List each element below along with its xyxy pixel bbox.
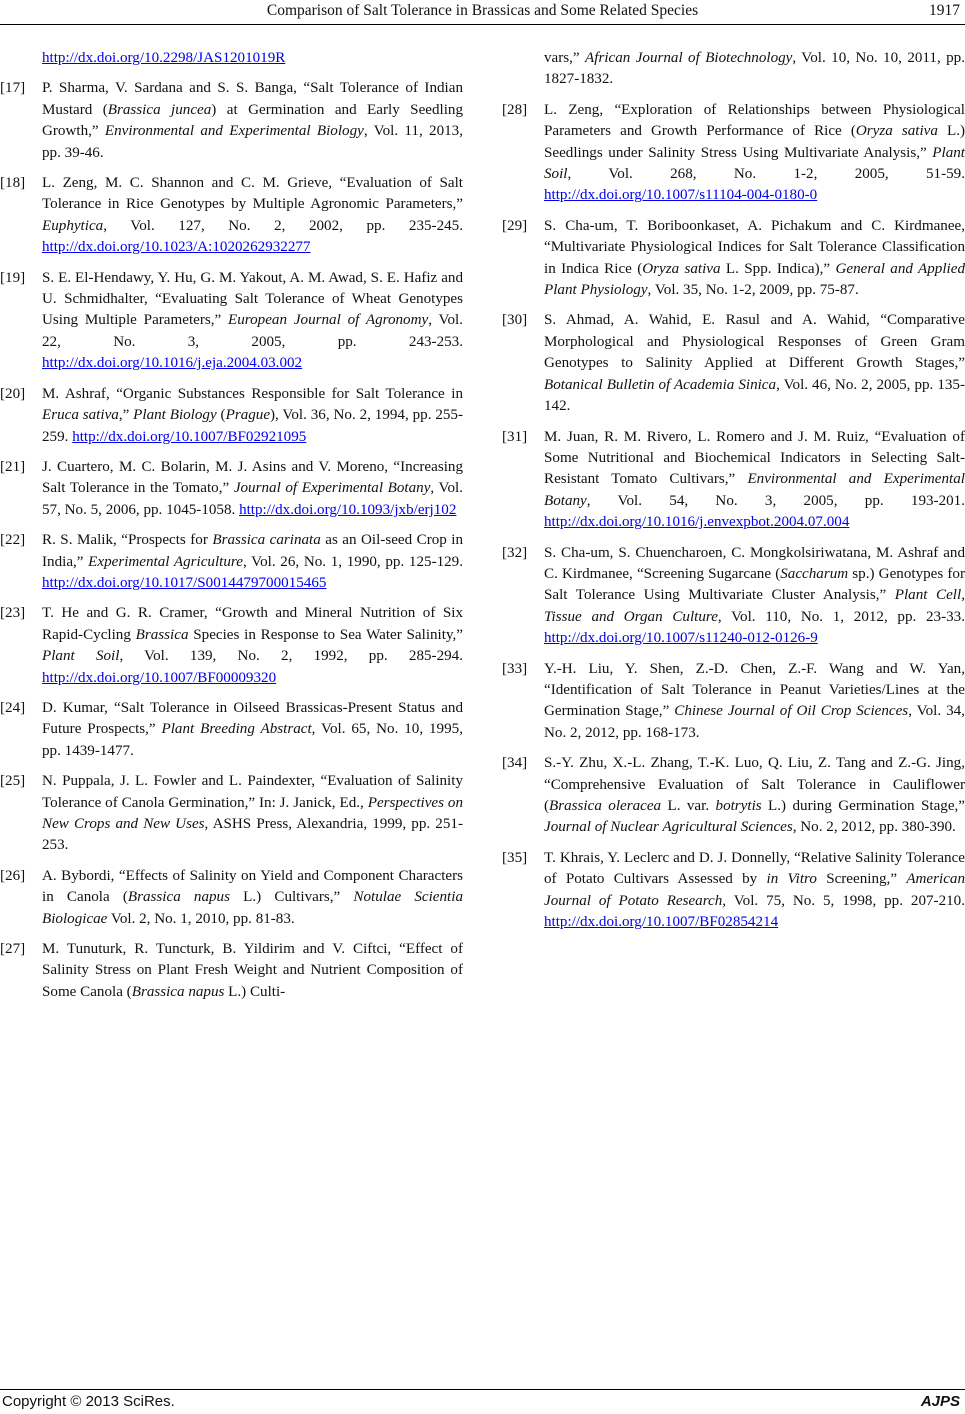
header-rule <box>0 24 965 25</box>
reference-text: , Vol. 34, No. 2, 2012, pp. 168-173. <box>544 703 965 741</box>
reference-entry <box>502 216 965 302</box>
reference-text: T. He and G. R. Cramer, “Growth and Mineral Nutrition of Six Rapid-Cycling <box>42 605 463 643</box>
reference-number: [35] <box>502 849 528 866</box>
reference-continuation <box>502 48 965 91</box>
reference-number: [31] <box>502 428 528 445</box>
italic-title: Brassica <box>135 626 189 643</box>
reference-number: [28] <box>502 101 528 118</box>
reference-number: [29] <box>502 217 528 234</box>
italic-title: Botanical Bulletin of Academia Sinica <box>544 376 777 393</box>
reference-text: , Vol. 268, No. 1-2, 2005, 51-59. <box>567 166 965 183</box>
doi-link[interactable]: http://dx.doi.org/10.1007/BF02854214 <box>544 914 779 931</box>
reference-number: [21] <box>0 458 26 475</box>
reference-text: A. Bybordi, “Effects of Salinity on Yield and Component Characters in Canola ( <box>42 867 463 906</box>
reference-text: ), Vol. 36, No. 2, 1994, pp. 255-259. <box>42 407 464 445</box>
reference-text: M. Juan, R. M. Rivero, L. Romero and J. M. Ruiz, “Evaluation of Some Nutritional and Biochemical Indicators in Selecting Salt-Resistant Tomato Cultivars,” <box>544 428 965 488</box>
italic-title: Experimental Agriculture <box>88 553 243 570</box>
reference-text: , Vol. 57, No. 5, 2006, pp. 1045-1058. <box>42 480 463 518</box>
italic-title: Oryza sativa <box>855 123 938 140</box>
reference-text: Screening,” <box>816 871 907 888</box>
reference-text: , <box>961 587 965 604</box>
italic-title: Brassica oleracea <box>549 798 662 814</box>
reference-entry <box>0 457 463 521</box>
reference-text: , Vol. 10, No. 10, 2011, pp. 1827-1832. <box>544 50 965 88</box>
reference-number: [30] <box>502 312 528 329</box>
reference-number: [19] <box>0 269 26 286</box>
reference-entry <box>502 848 965 934</box>
reference-text: L.) Seedlings under Salinity Stress Using Multivariate Analysis,” <box>544 123 965 161</box>
reference-text: ( <box>216 407 226 424</box>
italic-title: European Journal of Agronomy <box>228 312 429 329</box>
page-number: 1917 <box>929 2 960 19</box>
reference-text: , Vol. 75, No. 5, 1998, pp. 207-210. <box>722 892 965 909</box>
italic-title: Notulae Scientia Biologicae <box>42 889 463 927</box>
reference-text: sp.) Genotypes for Salt Tolerance Using Multivariate Cluster Analysis,” <box>544 565 965 604</box>
italic-title: Eruca sativa <box>42 407 119 424</box>
reference-number: [26] <box>0 867 26 884</box>
reference-entry <box>0 384 463 448</box>
reference-text: L. Zeng, “Exploration of Relationships between Physiological Parameters and Growth Performance of Rice ( <box>544 101 965 140</box>
doi-link[interactable]: http://dx.doi.org/10.1007/BF00009320 <box>42 669 277 686</box>
doi-link[interactable]: http://dx.doi.org/10.1007/BF02921095 <box>72 428 307 445</box>
reference-text: S. Ahmad, A. Wahid, E. Rasul and A. Wahid, “Comparative Morphological and Physiological Responses of Green Gram Genotypes to Salinity Applied at Different Growth Stages,” <box>544 312 965 372</box>
reference-text: L. Zeng, M. C. Shannon and C. M. Grieve, “Evaluation of Salt Tolerance in Rice Genotypes by Multiple Agronomic Parameters,” <box>42 175 463 213</box>
reference-text: L.) Cultivars,” <box>229 889 354 906</box>
reference-entry <box>0 698 463 762</box>
reference-entry <box>502 753 965 839</box>
copyright-notice: Copyright © 2013 SciRes. <box>2 1393 175 1410</box>
reference-entry <box>0 78 463 164</box>
doi-link[interactable]: http://dx.doi.org/10.1017/S0014479700015465 <box>42 574 327 591</box>
reference-number: [32] <box>502 544 528 561</box>
reference-text: S. Cha-um, S. Chuencharoen, C. Mongkolsiriwatana, M. Ashraf and C. Kirdmanee, “Screening Sugarcane ( <box>544 544 965 582</box>
reference-entry <box>502 427 965 534</box>
reference-text: S. Cha-um, T. Boriboonkaset, A. Pichakum and C. Kirdmanee, “Multivariate Physiological Indices for Salt Tolerance Classification in Indica Rice ( <box>544 217 965 277</box>
italic-title: American Journal of Potato Research <box>544 871 965 909</box>
reference-text: L.) during Germination Stage,” <box>761 798 965 814</box>
italic-title: Plant Biology <box>133 407 217 424</box>
reference-number: [33] <box>502 660 528 677</box>
doi-link[interactable]: http://dx.doi.org/10.1093/jxb/erj102 <box>239 501 457 518</box>
reference-number: [18] <box>0 175 26 192</box>
reference-text: as an Oil-seed Crop in India,” <box>42 532 464 570</box>
reference-text: Vol. 2, No. 1, 2010, pp. 81-83. <box>107 910 295 927</box>
reference-text: L. var. <box>661 798 716 814</box>
italic-title: Perspectives on New Crops and New Uses <box>42 794 463 832</box>
reference-text: , Vol. 22, No. 3, 2005, pp. 243-253. <box>42 312 463 350</box>
italic-title: Chinese Journal of Oil Crop Sciences <box>674 703 909 720</box>
italic-title: Brassica napus <box>127 889 230 906</box>
italic-title: Euphytica <box>42 217 104 234</box>
italic-title: in Vitro <box>766 871 817 888</box>
journal-code: AJPS <box>920 1393 960 1410</box>
reference-continuation <box>0 48 463 69</box>
reference-text: P. Sharma, V. Sardana and S. S. Banga, “Salt Tolerance of Indian Mustard ( <box>42 80 463 118</box>
reference-text: , Vol. 54, No. 3, 2005, pp. 193-201. <box>586 492 965 509</box>
italic-title: botrytis <box>715 798 762 814</box>
reference-number: [22] <box>0 532 26 549</box>
italic-title: Environmental and Experimental Biology <box>104 123 364 140</box>
italic-title: Tissue and Organ Culture <box>544 608 718 625</box>
italic-title: Journal of Nuclear Agricultural Sciences <box>544 819 793 836</box>
reference-entry <box>0 866 463 930</box>
reference-text: Y.-H. Liu, Y. Shen, Z.-D. Chen, Z.-F. Wang and W. Yan, “Identification of Salt Tolerance in Peanut Varieties/Lines at the Germination Stage,” <box>544 660 965 720</box>
doi-link[interactable]: http://dx.doi.org/10.2298/JAS1201019R <box>42 50 286 66</box>
reference-text: R. S. Malik, “Prospects for <box>42 532 213 549</box>
reference-entry <box>0 771 463 857</box>
italic-title: Journal of Experimental Botany <box>233 480 431 497</box>
italic-title: Plant Soil <box>42 648 120 665</box>
italic-title: Brassica juncea <box>107 101 212 118</box>
reference-text: T. Khrais, Y. Leclerc and D. J. Donnelly, “Relative Salinity Tolerance of Potato Cultivars Assessed by <box>544 849 965 888</box>
running-title: Comparison of Salt Tolerance in Brassicas and Some Related Species <box>266 2 699 19</box>
reference-number: [27] <box>0 941 26 958</box>
reference-entry <box>0 268 463 375</box>
references-right-column <box>502 48 965 942</box>
reference-text: , Vol. 65, No. 10, 1995, pp. 1439-1477. <box>42 721 463 759</box>
reference-text: , Vol. 35, No. 1-2, 2009, pp. 75-87. <box>647 282 859 299</box>
reference-number: [34] <box>502 755 528 772</box>
reference-text: , Vol. 11, 2013, pp. 39-46. <box>42 123 463 161</box>
reference-text: Species in Response to Sea Water Salinity,” <box>188 626 463 643</box>
reference-text: ,” <box>118 407 134 424</box>
doi-link[interactable]: http://dx.doi.org/10.1016/j.envexpbot.2004.07.004 <box>544 514 850 531</box>
reference-number: [20] <box>0 385 26 402</box>
reference-entry <box>502 543 965 650</box>
reference-text: M. Ashraf, “Organic Substances Responsible for Salt Tolerance in <box>42 385 463 402</box>
reference-entry <box>0 530 463 594</box>
reference-text: L.) Culti- <box>224 983 286 1000</box>
reference-text: , Vol. 110, No. 1, 2012, pp. 23-33. <box>717 608 965 625</box>
reference-text: , Vol. 26, No. 1, 1990, pp. 125-129. <box>242 553 464 570</box>
doi-link[interactable]: http://dx.doi.org/10.1023/A:1020262932277 <box>42 239 311 256</box>
footer-rule <box>0 1389 965 1390</box>
italic-title: Plant Breeding Abstract <box>161 721 312 738</box>
running-header <box>0 0 965 22</box>
reference-number: [25] <box>0 773 26 790</box>
italic-title: Plant Cell <box>894 587 962 604</box>
reference-entry <box>0 603 463 689</box>
reference-text: L. Spp. Indica),” <box>720 260 836 277</box>
reference-text: S. E. El-Hendawy, Y. Hu, G. M. Yakout, A. M. Awad, S. E. Hafiz and U. Schmidhalter, “Evaluating Salt Tolerance of Wheat Genotypes Using Multiple Parameters,” <box>42 269 463 329</box>
reference-entry <box>502 310 965 417</box>
doi-link[interactable]: http://dx.doi.org/10.1016/j.eja.2004.03.002 <box>42 355 303 372</box>
reference-number: [23] <box>0 605 26 622</box>
reference-text: D. Kumar, “Salt Tolerance in Oilseed Brassicas-Present Status and Future Prospects,” <box>42 699 463 738</box>
reference-text: , Vol. 139, No. 2, 1992, pp. 285-294. <box>119 648 463 665</box>
reference-entry <box>0 173 463 259</box>
reference-entry <box>502 659 965 745</box>
italic-title: African Journal of Biotechnology <box>585 50 793 66</box>
reference-number: [17] <box>0 80 26 97</box>
italic-title: Environmental and Experimental Botany <box>544 471 965 509</box>
italic-title: Prague <box>225 407 271 424</box>
reference-text: , No. 2, 2012, pp. 380-390. <box>792 819 956 836</box>
italic-title: Oryza sativa <box>642 260 721 277</box>
italic-title: Saccharum <box>780 565 849 582</box>
reference-text: J. Cuartero, M. C. Bolarin, M. J. Asins and V. Moreno, “Increasing Salt Tolerance in the Tomato,” <box>42 458 463 497</box>
italic-title: General and Applied Plant Physiology <box>544 260 965 299</box>
reference-text: S.-Y. Zhu, X.-L. Zhang, T.-K. Luo, Q. Liu, Z. Tang and Z.-G. Jing, “Comprehensive Evaluation of Salt Tolerance in Cauliflower ( <box>544 755 965 814</box>
reference-text: N. Puppala, J. L. Fowler and L. Paindexter, “Evaluation of Salinity Tolerance of Canola Germination,” In: J. Janick, Ed., <box>42 773 463 811</box>
reference-text: , Vol. 127, No. 2, 2002, pp. 235-245. <box>103 217 463 234</box>
reference-number: [24] <box>0 699 26 716</box>
italic-title: Plant Soil <box>544 144 965 183</box>
italic-title: Brassica carinata <box>212 532 321 549</box>
italic-title: Brassica napus <box>131 983 225 1000</box>
reference-entry <box>502 100 965 207</box>
reference-text: , Vol. 46, No. 2, 2005, pp. 135-142. <box>544 376 965 415</box>
reference-text: , ASHS Press, Alexandria, 1999, pp. 251-253. <box>42 816 463 854</box>
reference-entry <box>0 939 463 1003</box>
doi-link[interactable]: http://dx.doi.org/10.1007/s11240-012-0126-9 <box>544 630 818 647</box>
references-left-column <box>0 48 463 1012</box>
reference-text: vars,” <box>544 50 586 66</box>
reference-text: ) at Germination and Early Seedling Growth,” <box>42 101 464 140</box>
reference-text: M. Tunuturk, R. Tuncturk, B. Yildirim and V. Ciftci, “Effect of Salinity Stress on Plant Fresh Weight and Nutrient Composition of Some Canola ( <box>42 941 463 1000</box>
doi-link[interactable]: http://dx.doi.org/10.1007/s11104-004-0180-0 <box>544 187 818 204</box>
